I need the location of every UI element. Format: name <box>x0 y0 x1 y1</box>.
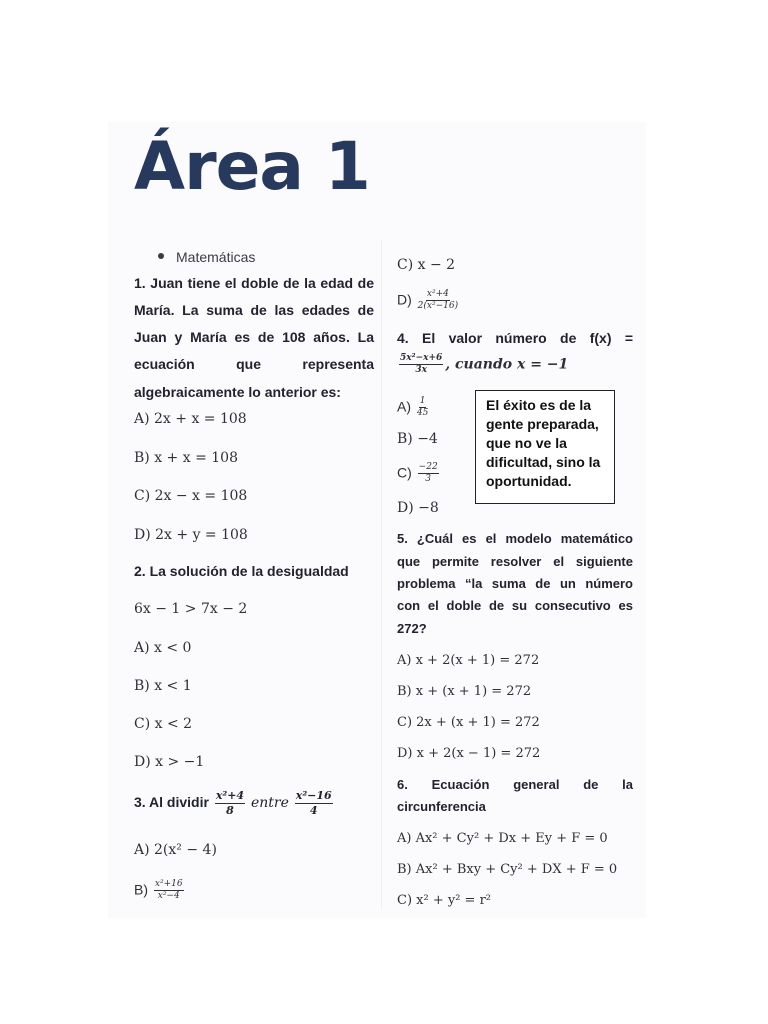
q5-line: que permite resolver el siguiente <box>397 554 633 569</box>
q4-option-a <box>397 397 430 419</box>
q5-line: 5. ¿Cuál es el modelo matemático <box>397 531 633 546</box>
q5-line: con el doble de su consecutivo es <box>397 598 633 613</box>
q4-option-c-fraction <box>418 463 439 485</box>
q1-line: algebraicamente lo anterior es: <box>134 384 341 400</box>
q3-prefix: 3. Al dividir <box>134 793 209 810</box>
q5-option-b: B) x + (x + 1) = 272 <box>397 684 532 699</box>
q3-text <box>134 790 335 816</box>
q4-line-1: 4. El valor número de f(x) = <box>397 330 633 346</box>
q3-optb-denominator: x²−4 <box>157 891 180 902</box>
q4-option-a-fraction <box>417 397 428 419</box>
q6-option-c: C) x² + y² = r² <box>397 893 491 908</box>
q1-line: ecuación que representa <box>134 356 374 372</box>
q1-option-b: B) x + x = 108 <box>134 450 238 466</box>
q1-option-c: C) 2x − x = 108 <box>134 488 248 504</box>
q3-option-c: C) x − 2 <box>397 257 456 273</box>
column-divider <box>381 240 382 910</box>
q3-fraction-2 <box>295 790 333 816</box>
q5-option-c: C) 2x + (x + 1) = 272 <box>397 715 540 730</box>
page-title: Área 1 <box>134 128 370 205</box>
q3-option-d-label: D) <box>397 291 412 308</box>
q6-line: 6. Ecuación general de la <box>397 777 633 792</box>
q4-tail: , cuando x = −1 <box>445 356 569 373</box>
q3-option-b-fraction <box>154 880 184 902</box>
q3-frac2-numerator: x²−16 <box>295 789 332 802</box>
q3-frac1-numerator: x²+4 <box>215 789 245 802</box>
q3-optd-denominator: 2(x²−16) <box>417 301 459 312</box>
q1-line: Juan y María es de 108 años. La <box>134 329 374 345</box>
q4-opta-denominator: 45 <box>416 408 429 419</box>
q2-option-d: D) x > −1 <box>134 754 205 770</box>
q3-frac2-denominator: 4 <box>309 803 318 817</box>
subject-bullet <box>158 249 255 265</box>
q6-line: circunferencia <box>397 799 486 814</box>
q3-option-b <box>134 880 186 902</box>
q4-option-b: B) −4 <box>397 431 438 447</box>
q4-option-c-label: C) <box>397 464 412 481</box>
q5-option-a: A) x + 2(x + 1) = 272 <box>397 653 540 668</box>
q2-expression: 6x − 1 > 7x − 2 <box>134 601 248 617</box>
q1-option-a: A) 2x + x = 108 <box>134 411 247 427</box>
q4-opta-numerator: 1 <box>419 397 427 408</box>
q3-word: entre <box>250 794 289 811</box>
q3-option-d-fraction <box>418 290 458 312</box>
q4-optc-numerator: −22 <box>418 463 439 474</box>
q5-line: problema “la suma de un número <box>397 576 633 591</box>
q3-option-d <box>397 290 460 312</box>
q3-option-a: A) 2(x² − 4) <box>134 842 217 858</box>
q4-line-2 <box>397 354 568 376</box>
q2-option-b: B) x < 1 <box>134 678 192 694</box>
q4-option-c <box>397 463 441 485</box>
subject-label: Matemáticas <box>176 249 256 265</box>
q3-optd-numerator: x²+4 <box>426 290 450 301</box>
q5-line: 272? <box>397 621 427 636</box>
q1-line: 1. Juan tiene el doble de la edad de <box>134 275 374 291</box>
q4-numerator: 5x²−x+6 <box>399 354 443 365</box>
q2-option-c: C) x < 2 <box>134 716 193 732</box>
q3-frac1-denominator: 8 <box>226 803 234 817</box>
q4-option-a-label: A) <box>397 398 411 415</box>
q3-option-b-label: B) <box>134 881 148 898</box>
quote-callout-box: El éxito es de la gente preparada, que no ve la dificultad, sino la oportunidad. <box>475 390 615 504</box>
q3-fraction-1 <box>215 790 245 816</box>
q4-optc-denominator: 3 <box>425 474 432 485</box>
q2-option-a: A) x < 0 <box>134 640 192 656</box>
q1-option-d: D) 2x + y = 108 <box>134 527 248 543</box>
bullet-dot-icon <box>158 253 164 259</box>
q4-denominator: 3x <box>415 365 427 376</box>
q4-option-d: D) −8 <box>397 500 439 516</box>
q4-fraction <box>399 354 443 376</box>
q6-option-b: B) Ax² + Bxy + Cy² + DX + F = 0 <box>397 862 618 877</box>
q1-line: María. La suma de las edades de <box>134 302 374 318</box>
q2-text: 2. La solución de la desigualdad <box>134 563 349 579</box>
q5-option-d: D) x + 2(x − 1) = 272 <box>397 746 541 761</box>
q3-optb-numerator: x²+16 <box>154 880 184 891</box>
q6-option-a: A) Ax² + Cy² + Dx + Ey + F = 0 <box>397 831 608 846</box>
